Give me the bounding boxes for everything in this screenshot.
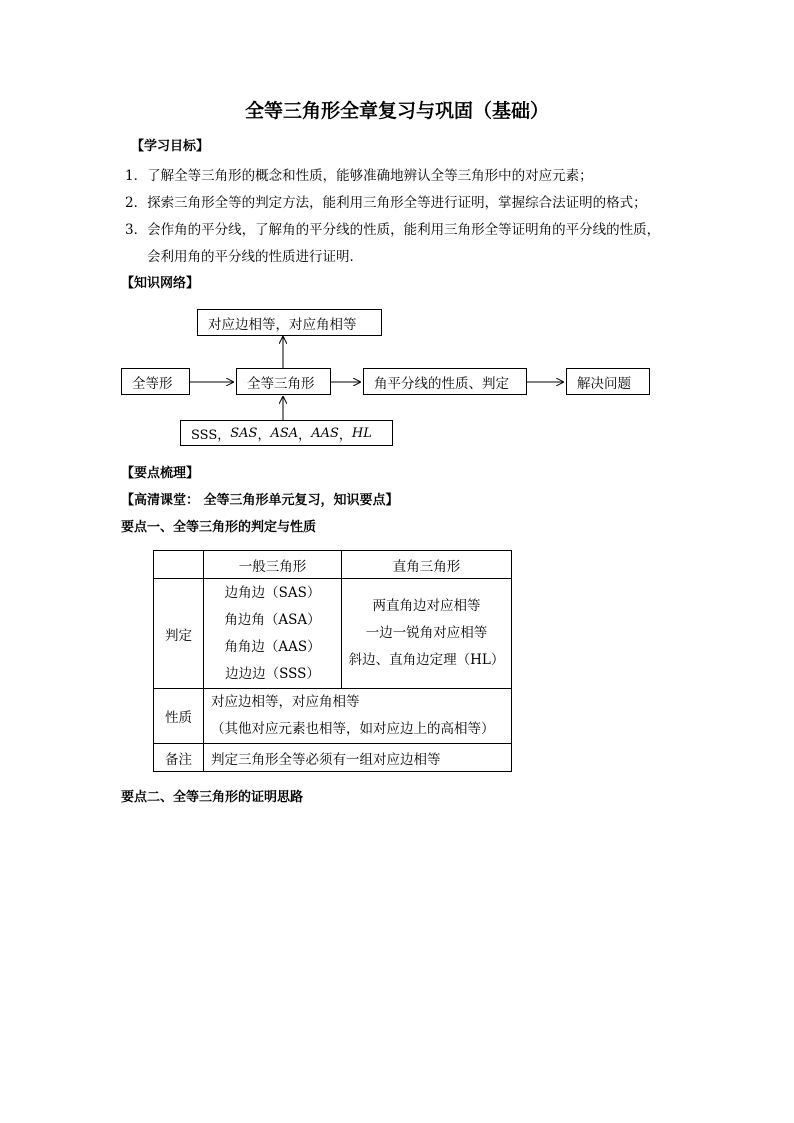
criteria-asa: ASA bbox=[270, 425, 299, 441]
box-correspondence: 对应边相等，对应角相等 bbox=[197, 309, 382, 336]
table-corner-cell bbox=[154, 551, 204, 579]
point-2-heading: 要点二、全等三角形的证明思路 bbox=[121, 790, 304, 805]
table-header-row bbox=[154, 551, 512, 579]
lesson-note: 【高清课堂： 全等三角形单元复习，知识要点】 bbox=[121, 493, 399, 508]
goal-item-2: 2．探索三角形全等的判定方法，能利用三角形全等进行证明，掌握综合法证明的格式； bbox=[125, 195, 647, 211]
col-general-triangle: 一般三角形 bbox=[204, 551, 342, 579]
box-angle-bisector: 角平分线的性质、判定 bbox=[363, 368, 527, 395]
network-heading: 【知识网络】 bbox=[121, 276, 200, 291]
box-congruent-shape: 全等形 bbox=[121, 368, 190, 395]
criteria-table bbox=[153, 550, 512, 772]
col-right-triangle: 直角三角形 bbox=[342, 551, 512, 579]
box-solve-problems: 解决问题 bbox=[566, 368, 650, 395]
table-row-property bbox=[154, 689, 512, 744]
note-cell: 判定三角形全等必须有一组对应边相等 bbox=[204, 744, 512, 772]
judge-general-asa: 角边角（ASA） bbox=[224, 611, 321, 628]
page-title: 全等三角形全章复习与巩固（基础） bbox=[244, 100, 549, 122]
row-label-note: 备注 bbox=[154, 744, 204, 772]
table-row-note bbox=[154, 744, 512, 772]
key-points-heading: 【要点梳理】 bbox=[121, 466, 200, 481]
row-label-judge: 判定 bbox=[154, 579, 204, 689]
criteria-sss: SSS， bbox=[191, 427, 231, 443]
property-cell bbox=[204, 689, 512, 744]
box-congruent-triangle: 全等三角形 bbox=[236, 368, 331, 395]
criteria-sas: SAS bbox=[230, 425, 258, 441]
goal-item-1: 1．了解全等三角形的概念和性质，能够准确地辨认全等三角形中的对应元素； bbox=[125, 168, 593, 184]
judge-general-sas: 边角边（SAS） bbox=[224, 584, 321, 601]
table-row-judge bbox=[154, 579, 512, 689]
judge-general-sss: 边边边（SSS） bbox=[225, 665, 320, 682]
judge-right-cell bbox=[342, 579, 512, 689]
box-criteria bbox=[180, 420, 393, 446]
property-line-2: （其他对应元素也相等，如对应边上的高相等） bbox=[211, 721, 495, 737]
judge-right-legs: 两直角边对应相等 bbox=[372, 598, 481, 614]
criteria-aas: AAS bbox=[311, 425, 339, 441]
point-1-heading: 要点一、全等三角形的判定与性质 bbox=[121, 520, 317, 535]
criteria-sep-3: ， bbox=[338, 427, 352, 443]
goal-item-3-cont: 会利用角的平分线的性质进行证明． bbox=[147, 249, 363, 265]
judge-general-aas: 角角边（AAS） bbox=[224, 638, 321, 655]
criteria-hl: HL bbox=[351, 425, 372, 441]
criteria-sep-1: ， bbox=[257, 427, 271, 443]
goals-heading: 【学习目标】 bbox=[131, 139, 210, 154]
criteria-sep-2: ， bbox=[298, 427, 312, 443]
goal-item-3: 3．会作角的平分线，了解角的平分线的性质，能利用三角形全等证明角的平分线的性质， bbox=[125, 222, 661, 238]
judge-general-cell bbox=[204, 579, 342, 689]
property-line-1: 对应边相等，对应角相等 bbox=[211, 694, 360, 710]
judge-right-hl: 斜边、直角边定理（HL） bbox=[348, 652, 505, 668]
judge-right-side-angle: 一边一锐角对应相等 bbox=[365, 625, 488, 641]
row-label-property: 性质 bbox=[154, 689, 204, 744]
